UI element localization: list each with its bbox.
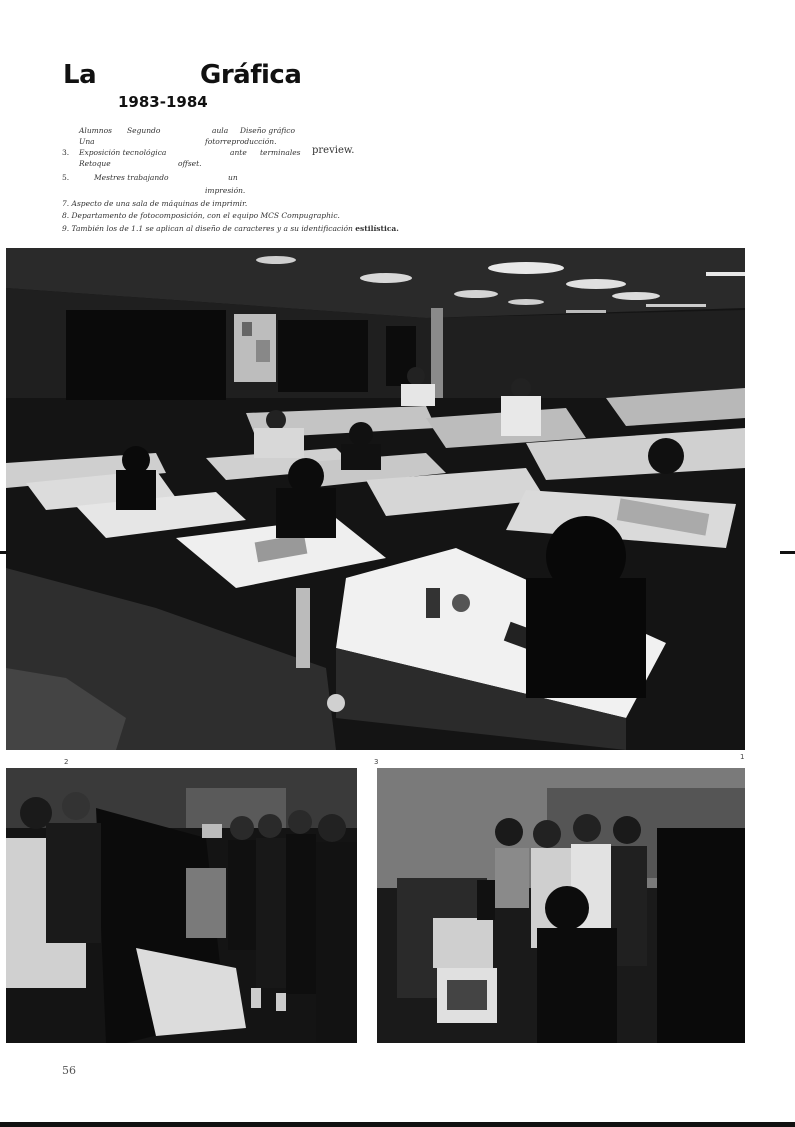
caption-6a: impresión. [205, 186, 246, 195]
caption-8: 8. Departamento de fotocomposición, con el equipo MCS Compugraphic. [62, 211, 340, 220]
caption-5b: Mestres trabajando [94, 173, 169, 182]
photo-phototypesetting [377, 768, 745, 1043]
photo-number-2: 2 [64, 758, 69, 766]
caption-9-text: 9. También los de 1.1 se aplican al diseño de caracteres y a su identificación [62, 224, 353, 233]
caption-9-bold: estilística. [355, 224, 399, 233]
caption-1b: Segundo [127, 126, 161, 135]
caption-1c: aula [212, 126, 229, 135]
title-word-grafica: Gráfica [200, 60, 302, 90]
photo-classroom [6, 248, 745, 750]
crop-mark-right [780, 551, 795, 554]
caption-3b: Exposición tecnológica [79, 148, 167, 157]
photo-number-1: 1 [740, 753, 745, 761]
caption-3c: ante [230, 148, 247, 157]
photo-number-3: 3 [374, 758, 379, 766]
machine-room-image [6, 768, 357, 1043]
caption-9 [62, 224, 399, 234]
bottom-rule [0, 1122, 795, 1127]
caption-2b: fotorreproducción. [205, 137, 277, 146]
crop-mark-left [0, 551, 8, 554]
phototypesetting-image [377, 768, 745, 1043]
caption-7: 7. Aspecto de una sala de máquinas de imprimir. [62, 199, 248, 208]
caption-1a: Alumnos [79, 126, 112, 135]
caption-4a: Retoque [79, 159, 111, 168]
caption-5a: 5. [62, 173, 70, 182]
page-number: 56 [62, 1064, 76, 1077]
classroom-image [6, 248, 745, 750]
caption-1d: Diseño gráfico [240, 126, 296, 135]
caption-4b: offset. [178, 159, 202, 168]
caption-2a: Una [79, 137, 95, 146]
caption-3d: terminales [260, 148, 301, 157]
caption-5c: un [228, 173, 238, 182]
title-word-la: La [63, 60, 97, 90]
caption-3e: preview. [312, 145, 355, 156]
title-years: 1983-1984 [118, 93, 208, 111]
caption-3a: 3. [62, 148, 70, 157]
photo-machine-room [6, 768, 357, 1043]
